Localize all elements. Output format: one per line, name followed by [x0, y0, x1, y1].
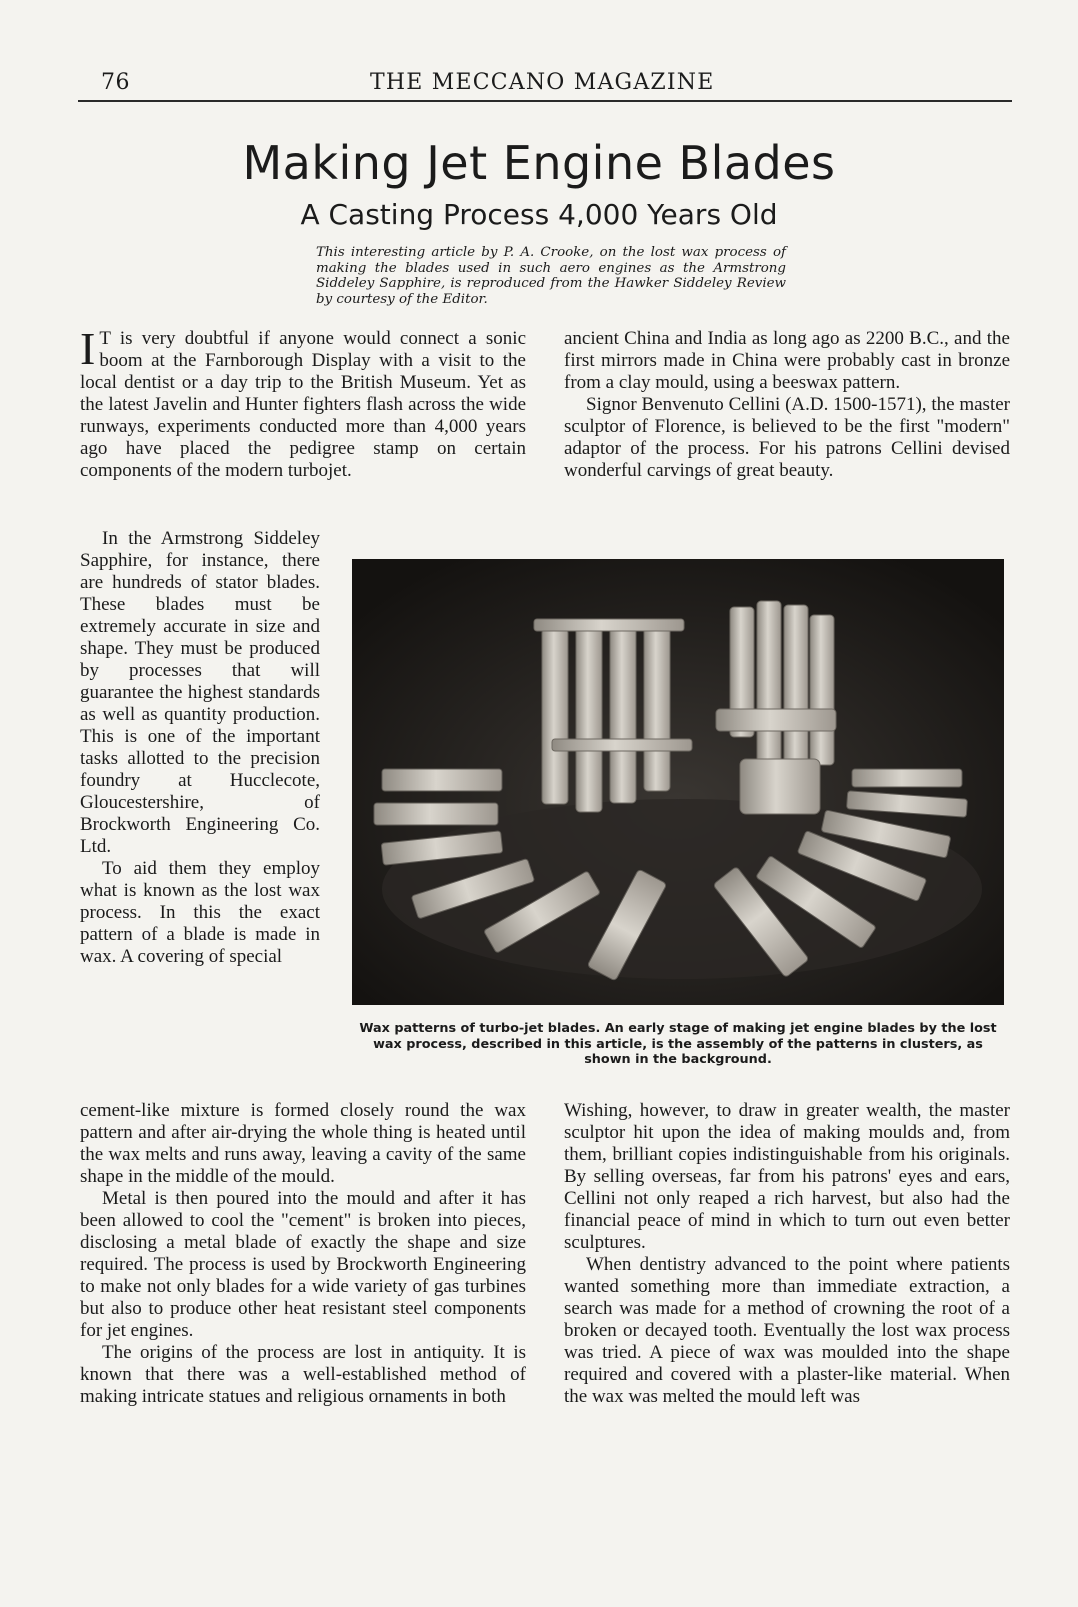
article-title: Making Jet Engine Blades	[242, 136, 836, 190]
blade-patterns-illustration	[352, 559, 1004, 1005]
header-rule	[78, 100, 1012, 102]
column-left-top	[80, 323, 526, 482]
running-title: THE MECCANO MAGAZINE	[370, 70, 715, 95]
column-left-bottom	[80, 1100, 526, 1408]
wax-blade-patterns-photo	[352, 559, 1004, 1005]
paragraph: To aid them they employ what is known as the lost wax process. In this the exact pattern of a blade is made in wax. A covering of special	[80, 858, 320, 967]
paragraph: When dentistry advanced to the point where patients wanted something more than immediate extraction, a search was made for a method of crowning the root of a broken or decayed tooth. Eventually the lost wax process was tried. A piece of wax was moulded into the shape required and covered with a plaster-like material. When the wax was melted the mould left was	[564, 1254, 1010, 1407]
paragraph: Wishing, however, to draw in greater wealth, the master sculptor hit upon the idea of making moulds and, from them, brilliant copies indistinguishable from his originals. By selling overseas, far from his patrons' eyes and ears, Cellini not only reaped a rich harvest, but also had the financial peace of mind in which to turn out even better sculptures.	[564, 1100, 1010, 1253]
paragraph: Signor Benvenuto Cellini (A.D. 1500-1571), the master sculptor of Florence, is believed to be the first "modern" adaptor of the process. For his patrons Cellini devised wonderful carvings of great beauty.	[564, 394, 1010, 481]
paragraph: ancient China and India as long ago as 2200 B.C., and the first mirrors made in China were probably cast in bronze from a clay mould, using a beeswax pattern.	[564, 328, 1010, 393]
opening-paragraph	[80, 323, 526, 482]
article-subtitle: A Casting Process 4,000 Years Old	[300, 198, 778, 231]
paragraph: Metal is then poured into the mould and after it has been allowed to cool the "cement" is broken into pieces, disclosing a metal blade of exactly the shape and size required. The process is used by Brockworth Engineering to make not only blades for a wide variety of gas turbines but also to produce other heat resistant steel components for jet engines.	[80, 1188, 526, 1341]
opening-text: T is very doubtful if anyone would connect a sonic boom at the Farnborough Display with a visit to the local dentist or a day trip to the British Museum. Yet as the latest Javelin and Hunter fighters flash across the wide runways, experiments conducted more than 4,000 years ago have placed the pedigree stamp on certain components of the modern turbojet.	[80, 328, 526, 481]
paragraph: In the Armstrong Siddeley Sapphire, for instance, there are hundreds of stator blades. These blades must be extremely accurate in size and shape. They must be produced by processes that will guarantee the highest standards as well as quantity production. This is one of the important tasks allotted to the precision foundry at Hucclecote, Gloucestershire, of Brockworth Engineering Co. Ltd.	[80, 528, 320, 857]
article-intro: This interesting article by P. A. Crooke, on the lost wax process of making the blades used in such aero engines as the Armstrong Siddeley Sapphire, is reproduced from the Hawker Siddeley Review by courtesy of the Editor.	[316, 245, 786, 307]
photo-caption: Wax patterns of turbo-jet blades. An early stage of making jet engine blades by the lost wax process, described in this article, is the assembly of the patterns in clusters, as shown in the background.	[359, 1021, 997, 1067]
column-left-narrow	[80, 528, 320, 968]
column-right-bottom	[564, 1100, 1010, 1408]
drop-cap: I	[80, 323, 96, 374]
paragraph: The origins of the process are lost in antiquity. It is known that there was a well-established method of making intricate statues and religious ornaments in both	[80, 1342, 526, 1407]
column-right-top	[564, 328, 1010, 482]
page-number: 76	[101, 70, 130, 95]
paragraph: cement-like mixture is formed closely round the wax pattern and after air-drying the whole thing is heated until the wax melts and runs away, leaving a cavity of the same shape in the middle of the mould.	[80, 1100, 526, 1187]
